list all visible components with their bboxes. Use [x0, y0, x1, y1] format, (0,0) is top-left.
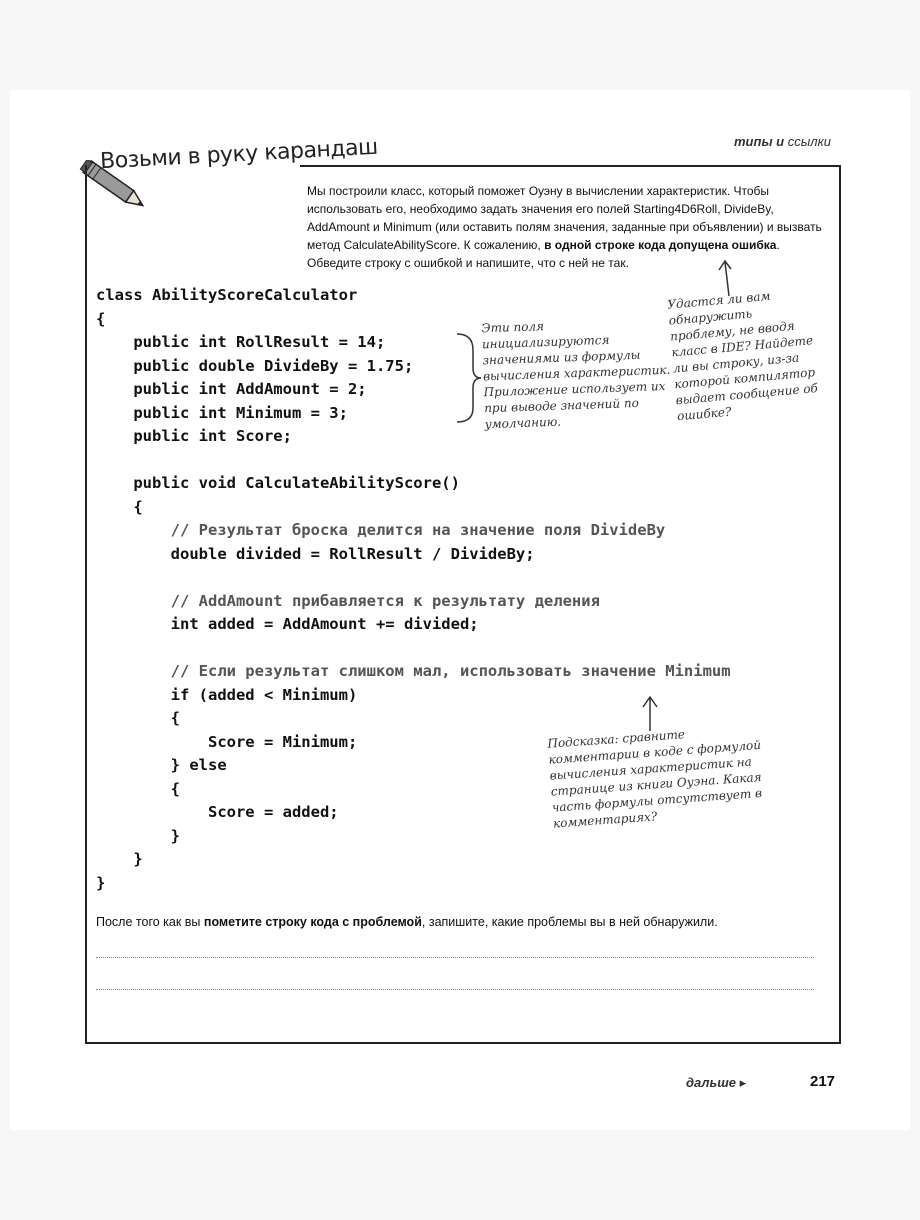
answer-prompt — [96, 915, 718, 929]
code-line: public int RollResult = 14; — [96, 333, 386, 351]
answer-prompt-1: После того как вы — [96, 915, 201, 929]
code-line: { — [96, 709, 180, 727]
intro-text-1: Мы построили класс, который поможет Оуэну в вычислении характеристик. Чтобы использовать его, необходимо задать значения его полей Starting4D6Roll, DivideBy, AddAmount и Minimum (или оставить полям значения, заданные при объявлении) и вызвать метод CalculateAbilityScore. К сожалению, — [307, 184, 822, 252]
code-line: public int AddAmount = 2; — [96, 380, 367, 398]
answer-prompt-2: , запишите, какие проблемы вы в ней обнаружили. — [421, 915, 718, 929]
hint-note: Подсказка: сравните комментарии в коде с формулой вычисления характеристик на странице из книги Оуэна. Какая часть формулы отсутствует в комментариях? — [546, 727, 763, 831]
code-line: { — [96, 497, 143, 516]
code-line: public void CalculateAbilityScore() — [96, 474, 460, 492]
code-line: class AbilityScoreCalculator — [96, 286, 358, 304]
arrow-up-icon — [638, 694, 662, 732]
next-page-link[interactable]: дальше ▸ — [686, 1075, 747, 1090]
answer-line[interactable] — [96, 989, 814, 990]
code-line: if (added < Minimum) — [96, 685, 358, 704]
brace-icon — [453, 330, 483, 426]
running-header-bold: типы и — [734, 134, 785, 149]
code-line: } else — [96, 756, 227, 774]
code-line: Score = added; — [96, 803, 339, 821]
code-line: public int Minimum = 3; — [96, 403, 348, 422]
exercise-intro — [307, 182, 837, 272]
code-line: Score = Minimum; — [96, 732, 358, 751]
code-line: } — [96, 826, 180, 845]
page-number: 217 — [810, 1073, 836, 1090]
code-line: { — [96, 779, 180, 798]
exercise-title: Возьми в руку карандаш — [99, 134, 379, 175]
code-line: public int Score; — [96, 427, 292, 445]
answer-line[interactable] — [96, 957, 814, 958]
code-line: int added = AddAmount += divided; — [96, 615, 479, 633]
code-line: { — [96, 309, 106, 328]
running-header — [734, 134, 831, 149]
ide-note: Удастся ли вам обнаружить проблему, не вводя класс в IDE? Найдете ли вы строку, из-за которой компилятор выдает сообщение об ошибке? — [666, 288, 819, 424]
code-line: } — [96, 873, 106, 892]
intro-text-2: . Обведите строку с ошибкой и напишите, что с ней не так. — [307, 238, 780, 270]
book-page — [10, 90, 910, 1130]
running-header-normal: ссылки — [787, 134, 831, 149]
code-line: double divided = RollResult / DivideBy; — [96, 544, 535, 563]
answer-prompt-bold: пометите строку кода с проблемой — [203, 915, 422, 929]
code-comment: // Если результат слишком мал, использовать значение Minimum — [96, 662, 731, 680]
code-line: } — [96, 850, 143, 868]
code-comment: // Результат броска делится на значение поля DivideBy — [96, 521, 666, 539]
fields-note: Эти поля инициализируются значениями из формулы вычисления характеристик. Приложение использует их при выводе значений по умолчанию. — [481, 319, 671, 432]
code-line: public double DivideBy = 1.75; — [96, 356, 414, 375]
code-comment: // AddAmount прибавляется к результату деления — [96, 591, 600, 610]
intro-text-bold: в одной строке кода допущена ошибка — [544, 238, 777, 252]
